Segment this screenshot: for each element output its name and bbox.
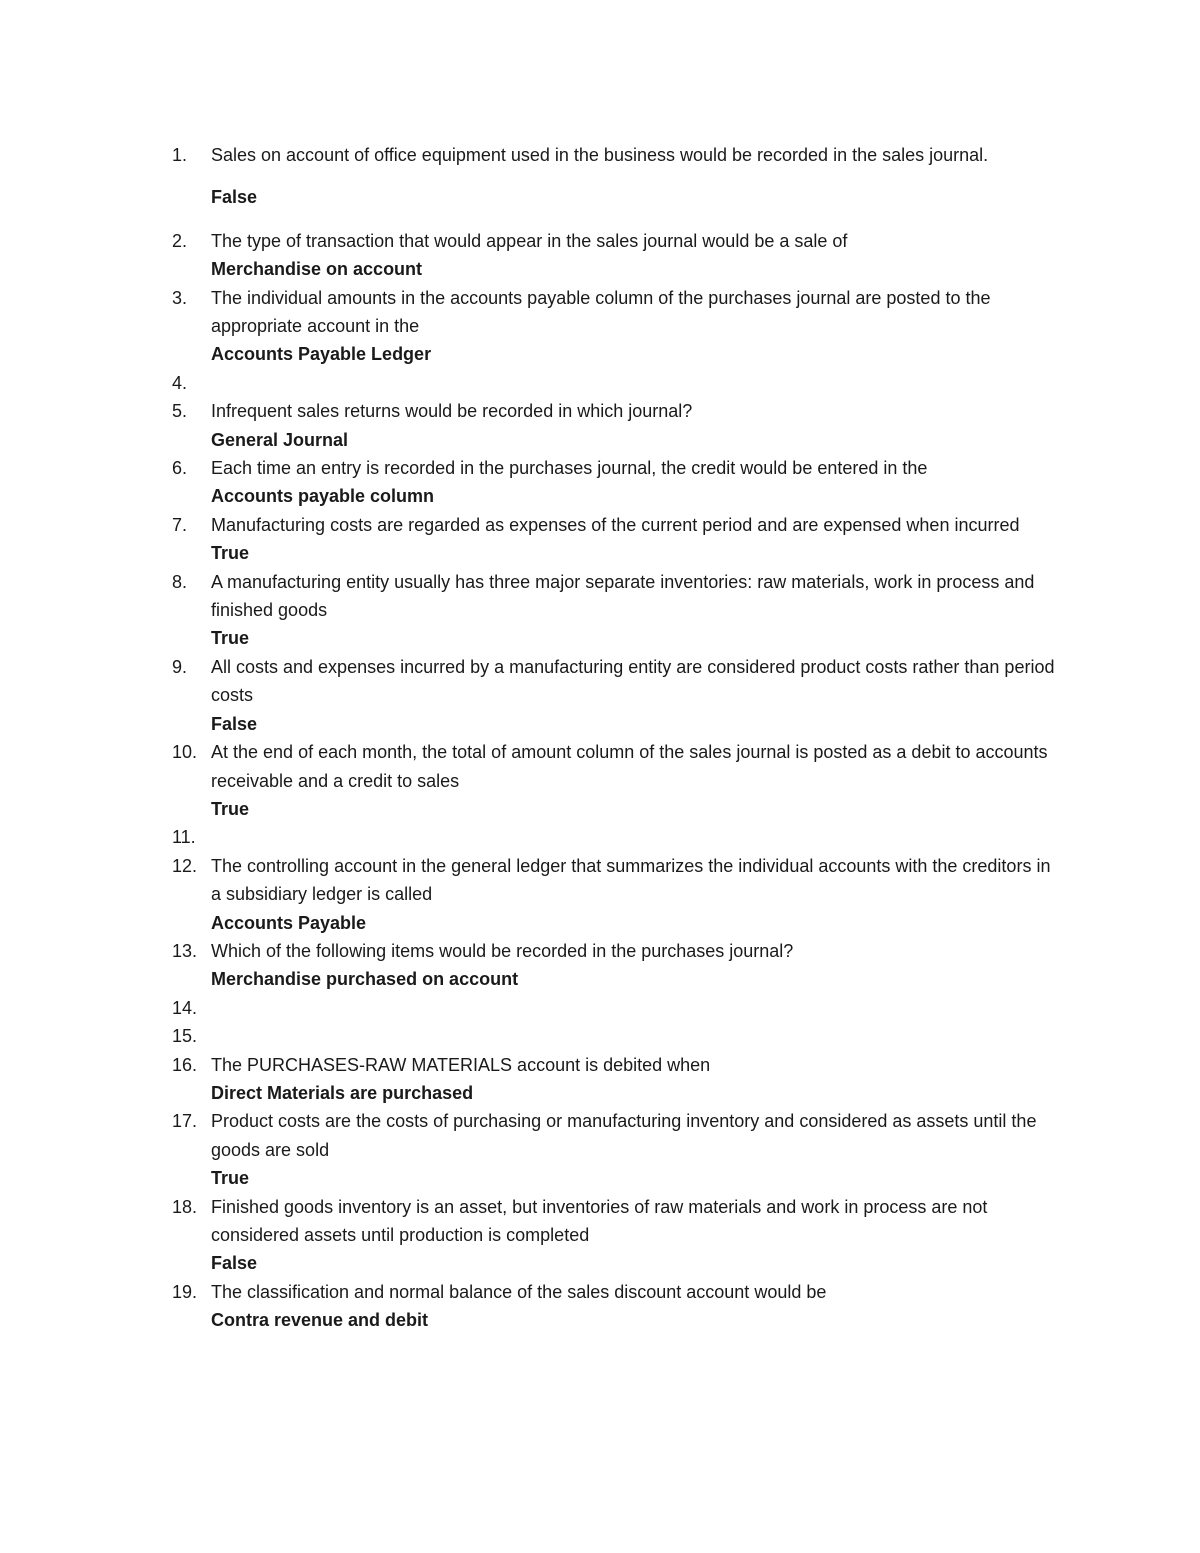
question-number: 6. — [172, 458, 188, 479]
question-text: A manufacturing entity usually has three major separate inventories: raw materials, work in process and finished goods — [211, 571, 1035, 621]
answer-text: Accounts Payable — [211, 912, 367, 933]
question-number: 10. — [172, 742, 198, 763]
question-number: 19. — [172, 1281, 198, 1302]
question-number: 15. — [172, 1026, 198, 1047]
question-text: The PURCHASES-RAW MATERIALS account is debited when — [211, 1054, 711, 1075]
question-number: 18. — [172, 1196, 198, 1217]
question-item-14 — [0, 994, 1200, 1022]
question-text: Manufacturing costs are regarded as expenses of the current period and are expensed when incurred — [211, 514, 1020, 535]
question-item-5 — [0, 397, 1200, 454]
question-item-18 — [0, 1193, 1200, 1278]
question-item-10 — [0, 738, 1200, 823]
question-item-1 — [0, 141, 1200, 212]
question-number: 13. — [172, 940, 198, 961]
question-item-15 — [0, 1022, 1200, 1050]
question-list — [0, 141, 1200, 1335]
question-number: 4. — [172, 372, 188, 393]
question-text: All costs and expenses incurred by a manufacturing entity are considered product costs rather than period costs — [211, 656, 1055, 706]
question-text — [211, 369, 1060, 397]
question-item-2 — [0, 227, 1200, 284]
question-item-11 — [0, 823, 1200, 851]
question-text: The controlling account in the general ledger that summarizes the individual accounts with the creditors in a subsidiary ledger is called — [211, 855, 1051, 905]
question-text: At the end of each month, the total of amount column of the sales journal is posted as a debit to accounts receivable and a credit to sales — [211, 742, 1048, 791]
question-number: 2. — [172, 230, 188, 251]
question-item-13 — [0, 937, 1200, 994]
question-item-16 — [0, 1051, 1200, 1108]
question-number: 17. — [172, 1111, 198, 1132]
question-text: Each time an entry is recorded in the purchases journal, the credit would be entered in the — [211, 458, 928, 479]
question-item-7 — [0, 511, 1200, 568]
answer-text: Merchandise purchased on account — [211, 969, 519, 990]
question-number: 3. — [172, 287, 188, 308]
answer-text: True — [211, 1168, 250, 1189]
question-number: 16. — [172, 1054, 198, 1075]
question-text: Which of the following items would be recorded in the purchases journal? — [211, 940, 794, 961]
question-text: Finished goods inventory is an asset, but inventories of raw materials and work in process are not considered assets until production is completed — [211, 1196, 988, 1245]
question-number: 11. — [172, 827, 196, 848]
question-text — [211, 1022, 1060, 1050]
question-number: 14. — [172, 997, 198, 1018]
question-item-12 — [0, 852, 1200, 937]
question-item-9 — [0, 653, 1200, 738]
question-item-8 — [0, 568, 1200, 653]
answer-text: General Journal — [211, 429, 349, 450]
question-item-19 — [0, 1278, 1200, 1335]
answer-text: Direct Materials are purchased — [211, 1082, 474, 1103]
answer-text: Contra revenue and debit — [211, 1310, 429, 1331]
answer-text: False — [211, 713, 258, 734]
question-text — [211, 823, 1060, 851]
question-item-17 — [0, 1107, 1200, 1192]
answer-text: True — [211, 628, 250, 649]
question-text: Infrequent sales returns would be recorded in which journal? — [211, 401, 693, 422]
question-item-4 — [0, 369, 1200, 397]
question-number: 9. — [172, 656, 188, 677]
question-number: 12. — [172, 855, 198, 876]
answer-text: True — [211, 798, 250, 819]
question-text: The type of transaction that would appear in the sales journal would be a sale of — [211, 230, 848, 251]
question-number: 8. — [172, 571, 188, 592]
question-number: 1. — [172, 145, 188, 165]
question-text: The classification and normal balance of the sales discount account would be — [211, 1281, 827, 1302]
answer-text: Accounts Payable Ledger — [211, 344, 432, 365]
question-text: Sales on account of office equipment used in the business would be recorded in the sales journal. — [211, 145, 989, 165]
question-number: 7. — [172, 514, 188, 535]
question-number: 5. — [172, 401, 188, 422]
question-text: Product costs are the costs of purchasing or manufacturing inventory and considered as assets until the goods are sold — [211, 1111, 1037, 1160]
question-item-3 — [0, 284, 1200, 369]
question-text — [211, 994, 1060, 1022]
question-text: The individual amounts in the accounts payable column of the purchases journal are posted to the appropriate account in the — [211, 287, 991, 337]
answer-text: Accounts payable column — [211, 486, 435, 507]
answer-text: Merchandise on account — [211, 259, 423, 280]
answer-text: True — [211, 543, 250, 564]
answer-text: False — [211, 187, 258, 208]
question-item-6 — [0, 454, 1200, 511]
answer-text: False — [211, 1253, 258, 1274]
